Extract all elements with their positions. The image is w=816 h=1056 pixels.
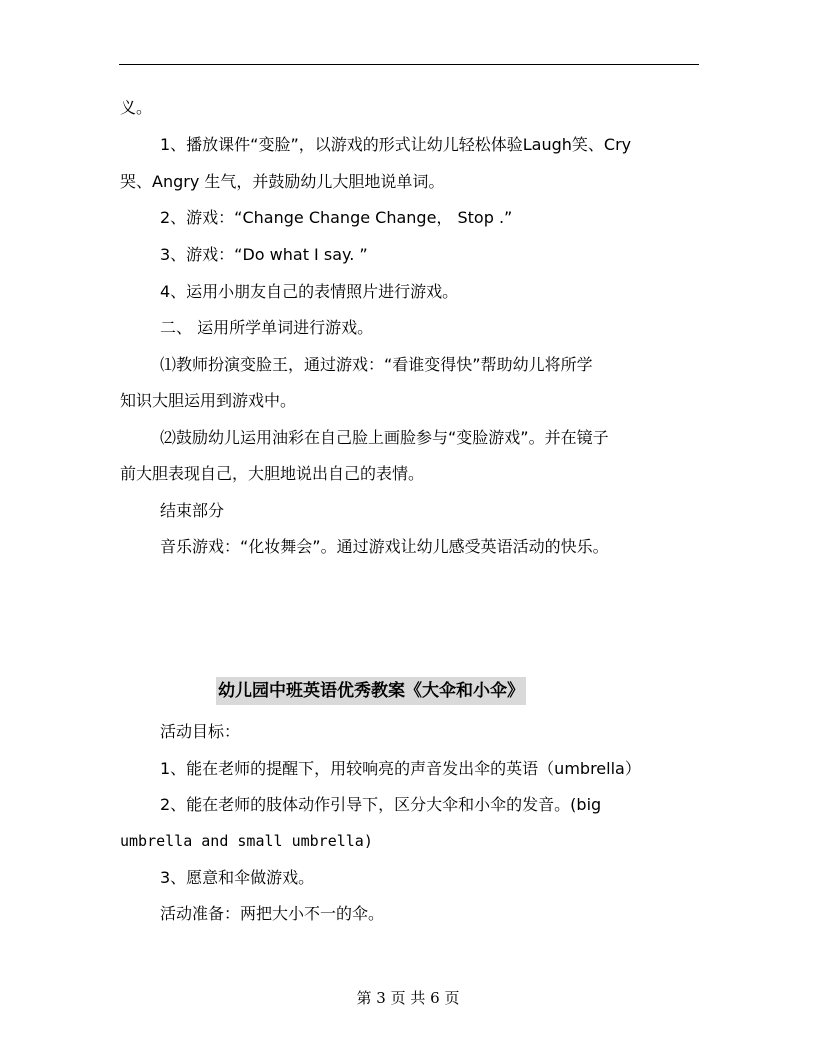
text-line: 活动目标： — [160, 722, 241, 741]
text-line: 2、游戏：“Change Change Change， Stop .” — [160, 208, 513, 227]
text-line: 知识大胆运用到游戏中。 — [120, 391, 297, 410]
text-line: 2、能在老师的肢体动作引导下，区分大伞和小伞的发音。(big — [160, 795, 602, 814]
section-title: 幼儿园中班英语优秀教案《大伞和小伞》 — [218, 681, 524, 701]
text-line: umbrella and small umbrella) — [120, 832, 373, 850]
text-line: 3、游戏：“Do what I say. ” — [160, 245, 368, 264]
text-line: 义。 — [120, 98, 153, 117]
page-footer: 第 3 页 共 6 页 — [356, 989, 460, 1007]
header-rule — [119, 64, 699, 65]
text-line: 结束部分 — [160, 501, 225, 520]
text-line: 1、播放课件“变脸”，以游戏的形式让幼儿轻松体验Laugh笑、Cry — [160, 135, 632, 154]
text-line: 1、能在老师的提醒下，用较响亮的声音发出伞的英语（umbrella） — [160, 759, 641, 778]
text-line: 4、运用小朋友自己的表情照片进行游戏。 — [160, 282, 459, 301]
text-line: 活动准备：两把大小不一的伞。 — [160, 904, 385, 923]
text-line: ⑴教师扮演变脸王，通过游戏：“看谁变得快”帮助幼儿将所学 — [160, 355, 593, 374]
text-line: 前大胆表现自己，大胆地说出自己的表情。 — [120, 464, 425, 483]
section-title-highlight — [216, 677, 526, 705]
text-line: 3、愿意和伞做游戏。 — [160, 868, 315, 887]
text-line: 二、 运用所学单词进行游戏。 — [160, 318, 374, 337]
text-line: 哭、Angry 生气，并鼓励幼儿大胆地说单词。 — [120, 172, 445, 191]
text-line: ⑵鼓励幼儿运用油彩在自己脸上画脸参与“变脸游戏”。并在镜子 — [160, 428, 609, 447]
text-line: 音乐游戏：“化妆舞会”。通过游戏让幼儿感受英语活动的快乐。 — [160, 537, 609, 556]
